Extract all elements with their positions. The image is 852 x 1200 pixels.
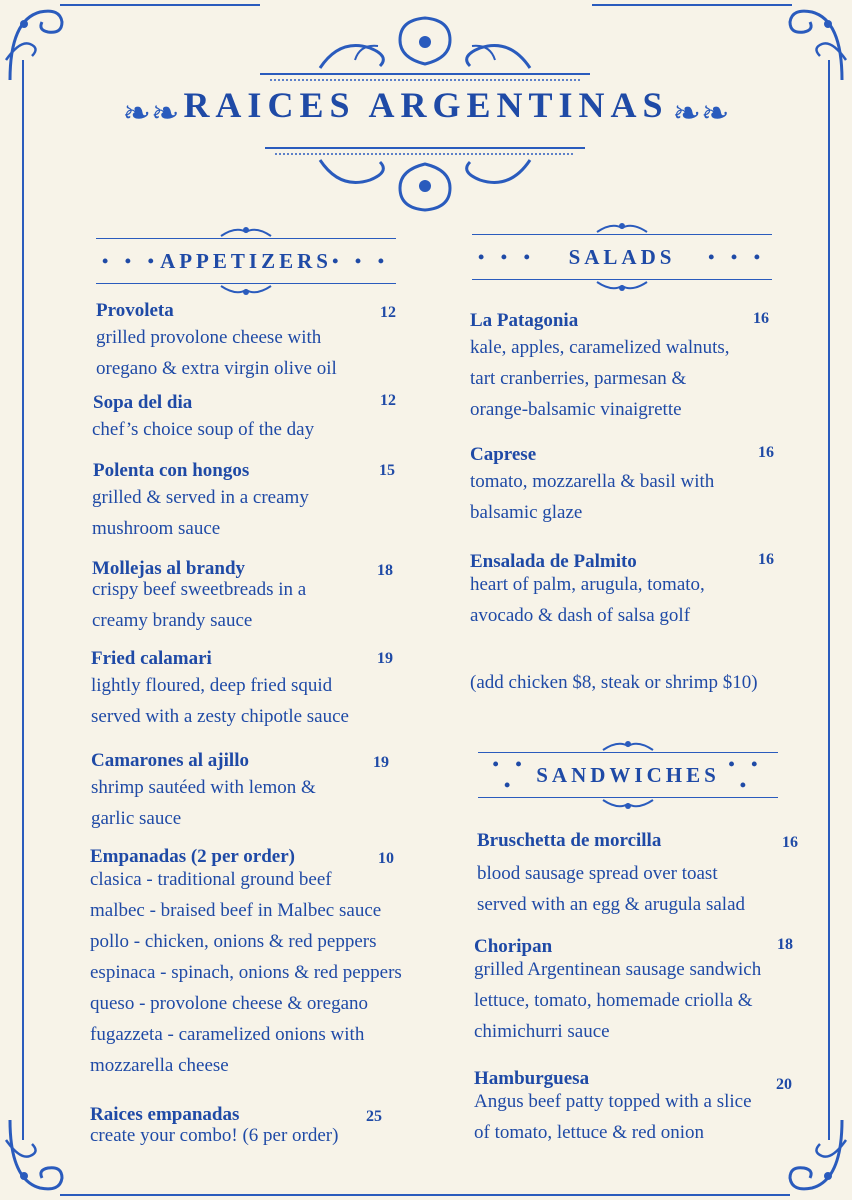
corner-ornament-top-left: [0, 0, 90, 90]
appetizers-heading: [96, 226, 396, 296]
dots-left: • • •: [102, 250, 160, 271]
frame-top-left: [60, 4, 260, 6]
item-name: Choripan: [474, 936, 553, 957]
item-name: Sopa del dia: [93, 392, 193, 413]
sandwiches-label: SANDWICHES: [536, 762, 720, 787]
heading-crown-top: [598, 740, 658, 752]
item-price: 25: [366, 1108, 382, 1125]
swirl-right-icon: ❧❧: [672, 95, 730, 133]
menu-item-ensalada-de-palmito: [470, 551, 830, 631]
item-price: 10: [378, 850, 394, 867]
item-name: La Patagonia: [470, 310, 579, 331]
item-desc: tomato, mozzarella & basil with balsamic glaze: [470, 471, 715, 523]
menu-item-mollejas-al-brandy: [92, 558, 452, 636]
menu-item-hamburguesa: [474, 1068, 824, 1148]
item-name: Camarones al ajillo: [91, 750, 249, 771]
dots-right: • • •: [332, 250, 390, 271]
item-price: 16: [782, 834, 798, 851]
menu-item-la-patagonia: [470, 310, 830, 425]
item-desc: kale, apples, caramelized walnuts, tart cranberries, parmesan & orange-balsamic vinaigrette: [470, 337, 730, 420]
corner-ornament-bottom-left: [0, 1110, 90, 1200]
item-desc: create your combo! (6 per order): [90, 1125, 339, 1146]
item-price: 16: [758, 444, 774, 461]
heading-crown-bottom: [216, 284, 276, 296]
salads-heading: [472, 222, 772, 292]
item-desc: lightly floured, deep fried squid served with a zesty chipotle sauce: [91, 675, 349, 727]
item-name: Polenta con hongos: [93, 460, 250, 481]
dots-right: • • •: [728, 754, 764, 795]
item-desc: shrimp sautéed with lemon & garlic sauce: [91, 777, 316, 829]
dots-left: • • •: [492, 754, 528, 795]
item-price: 20: [776, 1076, 792, 1093]
salads-label: SALADS: [568, 244, 676, 269]
item-price: 18: [777, 936, 793, 953]
heading-crown-bottom: [598, 798, 658, 810]
salad-add-on-note: (add chicken $8, steak or shrimp $10): [470, 672, 758, 693]
item-name: Empanadas (2 per order): [90, 846, 295, 867]
menu-item-bruschetta-de-morcilla: [477, 830, 817, 920]
heading-crown-bottom: [592, 280, 652, 292]
item-desc: blood sausage spread over toast served with an egg & arugula salad: [477, 863, 746, 915]
title-ornament-top: [260, 8, 590, 88]
dots-left: • • •: [478, 246, 536, 267]
title-block: [0, 84, 852, 133]
item-name: Provoleta: [96, 300, 174, 321]
appetizers-label: APPETIZERS: [160, 248, 332, 273]
title-ornament-bottom: [265, 140, 585, 215]
sandwiches-heading: [478, 740, 778, 810]
menu-item-camarones-al-ajillo: [91, 750, 451, 834]
menu-item-polenta-con-hongos: [93, 460, 453, 544]
item-price: 19: [373, 754, 389, 771]
item-price: 12: [380, 392, 396, 409]
corner-ornament-top-right: [762, 0, 852, 90]
menu-item-fried-calamari: [91, 648, 461, 732]
menu-item-sopa-del-dia: [93, 392, 453, 445]
item-desc: grilled Argentinean sausage sandwich lettuce, tomato, homemade criolla & chimichurri sauce: [474, 959, 762, 1042]
menu-item-choripan: [474, 936, 824, 1047]
menu-item-provoleta: [96, 300, 456, 384]
restaurant-title: RAICES ARGENTINAS: [183, 85, 669, 125]
frame-left: [22, 60, 24, 1140]
item-desc: grilled & served in a creamy mushroom sauce: [92, 487, 309, 539]
menu-item-caprese: [470, 444, 830, 528]
item-name: Ensalada de Palmito: [470, 551, 637, 572]
item-price: 16: [758, 551, 774, 568]
item-price: 12: [380, 304, 396, 321]
item-name: Raices empanadas: [90, 1104, 240, 1125]
item-price: 19: [377, 650, 393, 667]
item-name: Fried calamari: [91, 648, 212, 669]
item-name: Mollejas al brandy: [92, 558, 246, 579]
dots-right: • • •: [708, 246, 766, 267]
item-name: Bruschetta de morcilla: [477, 830, 662, 851]
item-desc: grilled provolone cheese with oregano & extra virgin olive oil: [96, 327, 337, 379]
item-desc: heart of palm, arugula, tomato, avocado & dash of salsa golf: [470, 574, 705, 626]
item-price: 18: [377, 562, 393, 579]
item-name: Caprese: [470, 444, 537, 465]
heading-crown-top: [216, 226, 276, 238]
item-price: 16: [753, 310, 769, 327]
item-name: Hamburguesa: [474, 1068, 590, 1089]
item-price: 15: [379, 462, 395, 479]
frame-bottom: [60, 1194, 790, 1196]
item-desc: clasica - traditional ground beef malbec - braised beef in Malbec sauce pollo - chicken, onions & red peppers espinaca - spinach, onions & red peppers queso - provolone cheese & oregano fugazzeta - caramelized onions with mozzarella cheese: [90, 869, 402, 1076]
item-desc: Angus beef patty topped with a slice of tomato, lettuce & red onion: [474, 1091, 752, 1143]
heading-crown-top: [592, 222, 652, 234]
swirl-left-icon: ❧❧: [122, 95, 180, 133]
item-desc: chef’s choice soup of the day: [92, 419, 315, 440]
menu-item-empanadas: [90, 846, 460, 1081]
item-desc: crispy beef sweetbreads in a creamy brandy sauce: [92, 579, 307, 631]
menu-item-raices-empanadas: [90, 1104, 450, 1151]
